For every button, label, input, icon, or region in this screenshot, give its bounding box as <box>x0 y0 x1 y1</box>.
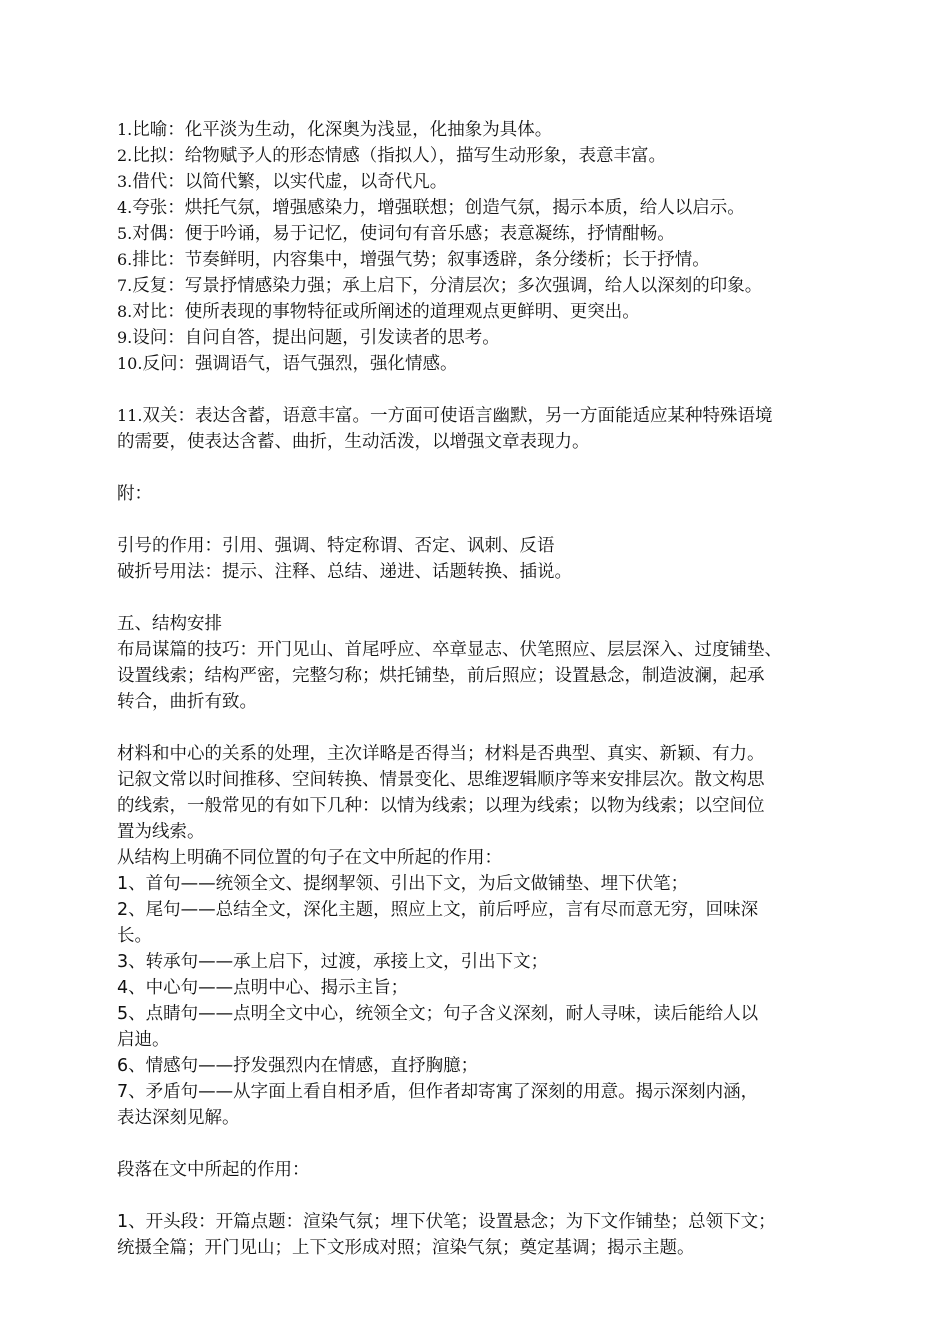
layout-paragraph <box>117 637 837 715</box>
paragraph-line: 统摄全篇；开门见山；上下文形成对照；渲染气氛；奠定基调；揭示主题。 <box>117 1238 695 1258</box>
paragraph-line: 设置线索；结构严密，完整匀称；烘托铺垫，前后照应；设置悬念，制造波澜，起承 <box>117 666 765 686</box>
paragraph-line: 的线索，一般常见的有如下几种：以情为线索；以理为线索；以物为线索；以空间位 <box>117 796 765 816</box>
list-item: 5、点睛句——点明全文中心，统领全文；句子含义深刻，耐人寻味，读后能给人以 <box>117 1004 759 1024</box>
list-item: 10.反问：强调语气，语气强烈，强化情感。 <box>117 354 458 374</box>
list-item: 3、转承句——承上启下，过渡，承接上文，引出下文； <box>117 952 549 972</box>
list-item: 6、情感句——抒发强烈内在情感，直抒胸臆； <box>117 1056 479 1076</box>
list-item: 1、首句——统领全文、提纲挈领、引出下文，为后文做铺垫、埋下伏笔； <box>117 874 689 894</box>
rhetoric-list <box>117 117 837 377</box>
paragraph-line: 1、开头段：开篇点题：渲染气氛；埋下伏笔；设置悬念；为下文作铺垫；总领下文； <box>117 1212 776 1232</box>
paragraph-function-heading: 段落在文中所起的作用： <box>117 1160 310 1180</box>
paragraph-line: 转合，曲折有致。 <box>117 692 257 712</box>
paragraph-line: 材料和中心的关系的处理，主次详略是否得当；材料是否典型、真实、新颖、有力。 <box>117 744 765 764</box>
list-item: 7、矛盾句——从字面上看自相矛盾，但作者却寄寓了深刻的用意。揭示深刻内涵， <box>117 1082 759 1102</box>
dash-usage: 破折号用法：提示、注释、总结、递进、话题转换、插说。 <box>117 562 572 582</box>
paragraph-line: 的需要，使表达含蓄、曲折，生动活泼，以增强文章表现力。 <box>117 432 590 452</box>
list-item: 1.比喻：化平淡为生动，化深奥为浅显，化抽象为具体。 <box>117 120 553 140</box>
list-item-continuation: 长。 <box>117 926 152 946</box>
paragraph-line: 记叙文常以时间推移、空间转换、情景变化、思维逻辑顺序等来安排层次。散文构思 <box>117 770 765 790</box>
list-item: 6.排比：节奏鲜明，内容集中，增强气势；叙事透辟，条分缕析；长于抒情。 <box>117 250 710 270</box>
list-item: 2.比拟：给物赋予人的形态情感（指拟人），描写生动形象，表意丰富。 <box>117 146 667 166</box>
paragraph-line: 布局谋篇的技巧：开门见山、首尾呼应、卒章显志、伏笔照应、层层深入、过度铺垫、 <box>117 640 782 660</box>
appendix-heading: 附： <box>117 484 152 504</box>
list-item-continuation: 启迪。 <box>117 1030 170 1050</box>
material-paragraph <box>117 741 837 871</box>
paragraph-line: 从结构上明确不同位置的句子在文中所起的作用： <box>117 848 502 868</box>
quote-marks-usage: 引号的作用：引用、强调、特定称谓、否定、讽刺、反语 <box>117 536 555 556</box>
list-item: 7.反复：写景抒情感染力强；承上启下，分清层次；多次强调，给人以深刻的印象。 <box>117 276 763 296</box>
list-item: 4.夸张：烘托气氛，增强感染力，增强联想；创造气氛，揭示本质，给人以启示。 <box>117 198 745 218</box>
list-item: 5.对偶：便于吟诵，易于记忆，使词句有音乐感；表意凝练，抒情酣畅。 <box>117 224 675 244</box>
list-item-continuation: 表达深刻见解。 <box>117 1108 240 1128</box>
list-item: 4、中心句——点明中心、揭示主旨； <box>117 978 409 998</box>
paragraph-line: 11.双关：表达含蓄，语意丰富。一方面可使语言幽默，另一方面能适应某种特殊语境 <box>117 406 773 426</box>
list-item: 8.对比：使所表现的事物特征或所阐述的道理观点更鲜明、更突出。 <box>117 302 640 322</box>
paragraph-line: 置为线索。 <box>117 822 205 842</box>
list-item: 2、尾句——总结全文，深化主题，照应上文，前后呼应，言有尽而意无穷，回味深 <box>117 900 759 920</box>
pun-paragraph <box>117 403 837 455</box>
document-body <box>117 117 837 1261</box>
list-item: 9.设问：自问自答，提出问题，引发读者的思考。 <box>117 328 500 348</box>
opening-paragraph <box>117 1209 837 1261</box>
list-item: 3.借代：以简代繁，以实代虚，以奇代凡。 <box>117 172 448 192</box>
sentence-function-list <box>117 871 837 1131</box>
section-heading: 五、结构安排 <box>117 614 222 634</box>
